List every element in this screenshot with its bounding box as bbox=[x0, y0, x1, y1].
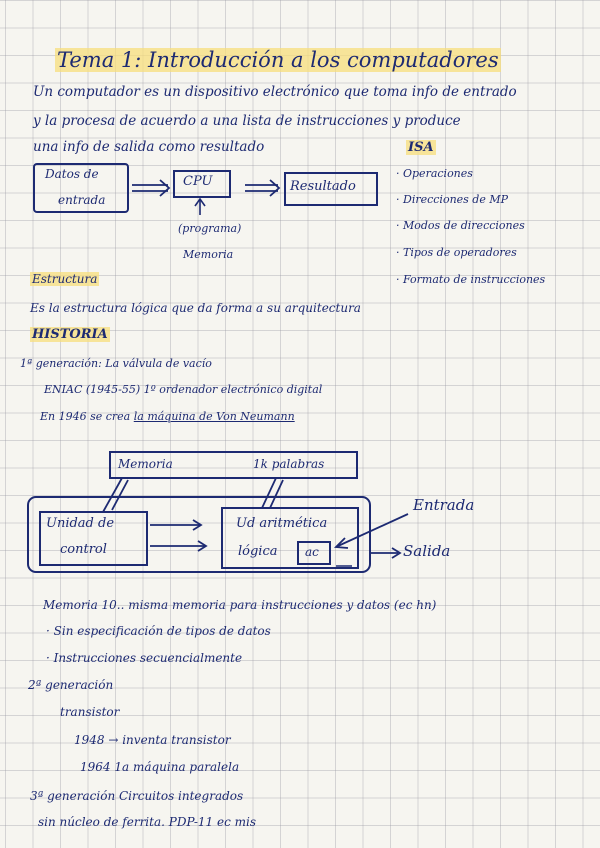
entrada-label: Entrada bbox=[413, 496, 475, 514]
uc-label-1: Unidad de bbox=[46, 516, 115, 531]
intro-line-1: Un computador es un dispositivo electrónico que toma info de entrado bbox=[33, 84, 517, 100]
palabras-label: 1k palabras bbox=[253, 457, 325, 471]
isa-item: · Operaciones bbox=[396, 167, 473, 180]
gen3-line: sin núcleo de ferrita. PDP-11 ec mis bbox=[38, 815, 257, 829]
cpu-label: CPU bbox=[183, 174, 213, 189]
note-line: · Instrucciones secuencialmente bbox=[46, 651, 243, 665]
isa-title: ISA bbox=[408, 140, 434, 155]
ua-label-1: Ud aritmética bbox=[236, 516, 328, 531]
uc-label-2: control bbox=[60, 542, 107, 557]
ua-label-2: lógica bbox=[238, 544, 278, 559]
page-title: Tema 1: Introducción a los computadores bbox=[57, 48, 499, 72]
program-label: (programa) bbox=[178, 222, 242, 235]
memoria-label: Memoria bbox=[118, 457, 173, 471]
intro-line-2: y la procesa de acuerdo a una lista de instrucciones y produce bbox=[33, 113, 461, 129]
salida-label: Salida bbox=[403, 542, 451, 560]
note-line: Memoria 10.. misma memoria para instrucciones y datos (ec hn) bbox=[43, 598, 437, 612]
memory-label: Memoria bbox=[183, 248, 234, 261]
vonneumann-line: En 1946 se crea la máquina de Von Neumann bbox=[40, 410, 295, 423]
gen2-line: 1964 1a máquina paralela bbox=[80, 760, 240, 774]
eniac-text: ENIAC (1945-55) 1º ordenador electrónico digital bbox=[44, 383, 323, 396]
ac-label: ac bbox=[305, 545, 319, 559]
output-label: Resultado bbox=[290, 179, 356, 194]
gen1-text: 1ª generación: La válvula de vacío bbox=[20, 357, 212, 370]
estructura-text: Es la estructura lógica que da forma a su arquitectura bbox=[30, 301, 361, 315]
historia-title: HISTORIA bbox=[32, 327, 108, 342]
input-label-2: entrada bbox=[58, 193, 106, 207]
note-line: · Sin especificación de tipos de datos bbox=[46, 624, 271, 638]
isa-item: · Tipos de operadores bbox=[396, 246, 517, 259]
intro-line-3: una info de salida como resultado bbox=[33, 139, 265, 155]
isa-item: · Formato de instrucciones bbox=[396, 273, 546, 286]
gen2-line: transistor bbox=[60, 705, 120, 719]
gen2-line: 1948 → inventa transistor bbox=[74, 733, 231, 747]
isa-item: · Modos de direcciones bbox=[396, 219, 525, 232]
estructura-title: Estructura bbox=[32, 272, 98, 286]
gen3-title: 3ª generación Circuitos integrados bbox=[30, 789, 244, 803]
input-label-1: Datos de bbox=[45, 167, 99, 181]
isa-item: · Direcciones de MP bbox=[396, 193, 509, 206]
gen2-title: 2ª generación bbox=[28, 678, 114, 692]
